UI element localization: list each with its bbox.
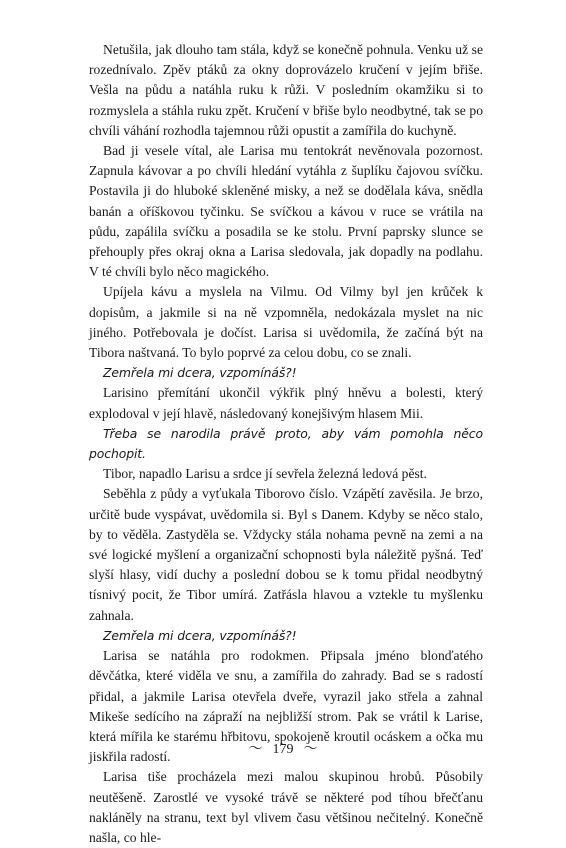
paragraph: Larisa se natáhla pro rodokmen. Připsala jméno blonďatého děvčátka, které viděla ve snu, a zamířila do zahrady. Bad se s radostí přidal, a jakmile Larisa otevřela dveře, vyrazil jako střela a zahnal Mikeše sedícího na zápraží na nejbližší strom. Pak se vrátil k Larise, která mířila ke starému hřbitovu, spokojeně kroutil ocáskem a očka mu jiskřila radostí. xyxy=(89,648,483,765)
italic-line: Třeba se narodila právě proto, aby vám pomohla něco pochopit. xyxy=(89,425,483,462)
ornament-right: 〜 xyxy=(303,742,318,757)
paragraph: Netušila, jak dlouho tam stála, když se konečně pohnula. Venku už se rozednívalo. Zpěv ptáků za okny doprovázelo kručení v jejím břiše. Vešla na půdu a natáhla ruku k růži. V posledním okamžiku si to rozmyslela a stáhla ruku zpět. Kručení v břiše bylo neodbytné, tak se po chvíli váhání rozhodla tajemnou růži opustit a zamířila do kuchyně. xyxy=(89,42,483,138)
paragraph: Larisa tiše procházela mezi malou skupinou hrobů. Působily neutěšeně. Zarostlé ve vysoké trávě se některé pod tíhou břečťanu nakláněly na stranu, text byl vlivem času většinou nečitelný. Konečně našla, co hle- xyxy=(89,769,483,845)
italic-line: Zemřela mi dcera, vzpomínáš?! xyxy=(103,365,297,381)
paragraph: Upíjela kávu a myslela na Vilmu. Od Vilmy byl jen krůček k dopisům, a jakmile si na ně vzpomněla, nedokázala myslet na nic jiného. Potřebovala je dočíst. Larisa si uvědomila, že začíná být na Tibora naštvaná. To bylo poprvé za celou dobu, co se znali. xyxy=(89,284,483,361)
page-number: 179 xyxy=(272,742,294,757)
italic-line: Zemřela mi dcera, vzpomínáš?! xyxy=(103,627,297,643)
paragraph: Larisino přemítání ukončil výkřik plný hněvu a bolesti, který explodoval v její hlavě, následovaný konejšivým hlasem Mii. xyxy=(89,385,483,421)
ornament-left: 〜 xyxy=(248,742,263,757)
page-footer xyxy=(0,738,566,758)
paragraph: Seběhla z půdy a vyťukala Tiborovo číslo. Vzápětí zavěsila. Je brzo, určitě bude vyspávat, uvědomila si. Byl s Danem. Kdyby se něco stalo, by to věděla. Zastyděla se. Vždycky stála nohama pevně na zemi a na své logické myšlení a organizační schopnosti byla náležitě pyšná. Teď slyší hlasy, vidí duchy a poslední dobou se k tomu přidal neodbytný tísnivý pocit, že Tibor umírá. Zatřásla hlavou a vztekle tu myšlenku zahnala. xyxy=(89,486,483,623)
paragraph: Bad ji vesele vítal, ale Larisa mu tentokrát nevěnovala pozornost. Zapnula kávovar a po chvíli hledání vytáhla z šuplíku čajovou svíčku. Postavila ji do hluboké skleněné misky, a než se dodělala káva, snědla banán a oříškovou tyčinku. Se svíčkou a kávou v ruce se vrátila na půdu, zapálila svíčku a posadila se ke stolu. První paprsky slunce se přehouply přes okraj okna a Larisa sledovala, jak dopadly na podlahu. V té chvíli bylo něco magického. xyxy=(89,143,483,280)
page-body xyxy=(89,40,483,848)
paragraph: Tibor, napadlo Larisu a srdce jí sevřela železná ledová pěst. xyxy=(103,466,427,482)
